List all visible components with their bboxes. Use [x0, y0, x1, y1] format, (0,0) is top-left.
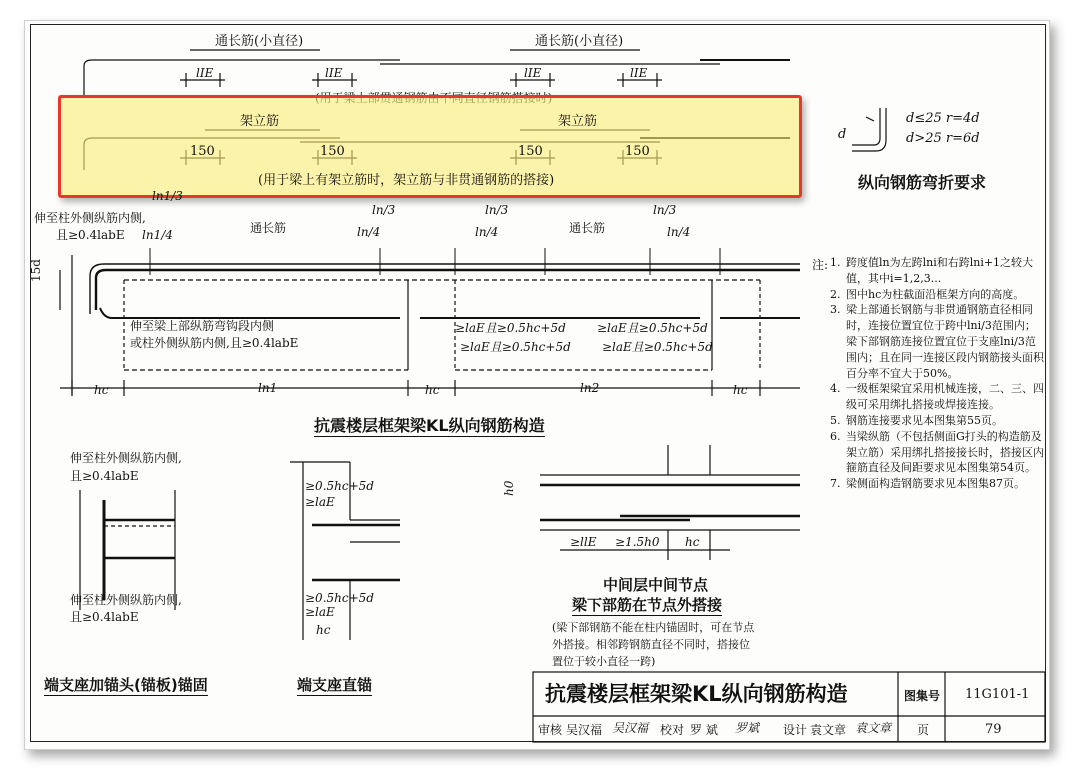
note-item: [830, 413, 1045, 429]
ln-over-3-b: ln/3: [485, 203, 509, 217]
main-diagram-title: 抗震楼层框架梁KL纵向钢筋构造: [314, 416, 545, 435]
middle-lle: ≥llE: [570, 535, 597, 549]
bend-rule-2: d>25 r=6d: [906, 131, 980, 146]
lae-top-left: ≥laE且≥0.5hc+5d: [455, 321, 566, 335]
middle-h0: h0: [502, 480, 516, 496]
note-number: 1.: [830, 256, 841, 269]
through-bar-label-left: 通长筋(小直径): [215, 34, 304, 49]
middle-node-desc-1: (梁下部钢筋不能在柱内锚固时，可在节点: [552, 621, 755, 634]
ln-over-4-a: ln/4: [357, 225, 381, 239]
anchor-plate-text-1a: 伸至柱外侧纵筋内侧,: [70, 451, 182, 465]
ln-over-3-a: ln/3: [372, 203, 396, 217]
note-number: 6.: [830, 429, 841, 443]
middle-node-title-2: 梁下部筋在节点外搭接: [572, 596, 723, 614]
erection-bar-label-left: 架立筋: [240, 114, 280, 129]
middle-node-desc-3: 置位于较小直径一跨): [552, 655, 656, 668]
note-item: [830, 287, 1045, 303]
note-number: 7.: [830, 477, 841, 491]
lap-150-4: 150: [625, 144, 650, 159]
note-text: 当梁纵筋（不包括侧面G打头的构造筋及架立筋）采用绑扎搭接接长时，搭接区内箍筋直径及间距要求见本图集第54页。: [846, 429, 1044, 475]
lap-label-4: lIE: [630, 66, 648, 80]
note-number: 2.: [830, 287, 841, 301]
anchor-plate-detail: [80, 490, 175, 610]
anchor-plate-text-2b: 且≥0.4labE: [70, 610, 139, 624]
note-item: [830, 255, 1045, 287]
lae-bottom-left: ≥laE且≥0.5hc+5d: [460, 340, 571, 354]
note-text: 图中hc为柱截面沿框架方向的高度。: [846, 287, 1025, 301]
ln2-label: ln2: [580, 381, 600, 395]
anchor-note-2: 或柱外侧纵筋内侧,且≥0.4labE: [130, 336, 299, 350]
note-number: 5.: [830, 413, 841, 427]
reviewer-signature: 吴汉福: [612, 721, 649, 735]
note-text: 一级框架梁宜采用机械连接，二、三、四级可采用绑扎搭接或焊接连接。: [846, 382, 1044, 412]
design-label: 设计: [783, 723, 808, 737]
hc-3: hc: [733, 383, 748, 397]
middle-node-desc-2: 外搭接。相邻跨钢筋直径不同时，搭接位: [552, 638, 750, 651]
lap-150-1: 150: [190, 144, 215, 159]
straight-top-1: ≥0.5hc+5d: [305, 479, 374, 493]
straight-top-2: ≥laE: [305, 495, 335, 509]
reviewer-name: 吴汉福: [566, 723, 603, 737]
extend-outside-col-1: 伸至柱外侧纵筋内侧,: [34, 211, 146, 225]
ln1-over-4: ln1/4: [142, 228, 173, 242]
straight-anchor-title: 端支座直锚: [297, 676, 373, 694]
lap-150-3: 150: [518, 144, 543, 159]
hc-1: hc: [94, 383, 109, 397]
lap-150-2: 150: [320, 144, 345, 159]
review-label: 审核: [538, 723, 563, 737]
atlas-no-label: 图集号: [904, 689, 941, 703]
note-item: [830, 429, 1045, 476]
middle-hc: hc: [685, 535, 700, 549]
erection-bar-label-right: 架立筋: [558, 114, 598, 129]
top-through-bar-lines: [84, 50, 790, 96]
note-item: [830, 302, 1045, 381]
checker-name: 罗 斌: [690, 723, 718, 737]
atlas-no: 11G101-1: [965, 687, 1030, 702]
straight-bottom-2: ≥laE: [305, 605, 335, 619]
extend-outside-col-2: 且≥0.4labE: [56, 228, 125, 242]
straight-bottom-1: ≥0.5hc+5d: [305, 591, 374, 605]
through-bar-label-right: 通长筋(小直径): [535, 34, 624, 49]
bend-rule-1: d≤25 r=4d: [906, 111, 980, 126]
anchor-plate-text-1b: 且≥0.4labE: [70, 469, 139, 483]
lae-top-right: ≥laE且≥0.5hc+5d: [597, 321, 708, 335]
ln1-label: ln1: [258, 381, 278, 395]
checker-signature: 罗斌: [735, 721, 760, 735]
notes-prefix: 注:: [812, 258, 829, 272]
note-text: 跨度值ln为左跨lni和右跨lni+1之较大值，其中i=1,2,3...: [846, 256, 1034, 285]
note-text: 梁上部通长钢筋与非贯通钢筋直径相同时，连接位置宜位于跨中lni/3范围内；梁下部钢筋连接位置宜位于支座lni/3范围内；且在同一连接区段内钢筋接头面积百分率不宜大于50%。: [846, 303, 1044, 380]
middle-1-5h0: ≥1.5h0: [615, 535, 660, 549]
note-text: 梁侧面构造钢筋要求见本图集87页。: [846, 477, 1025, 491]
bend-title: 纵向钢筋弯折要求: [858, 173, 987, 192]
ln-over-3-c: ln/3: [653, 203, 677, 217]
anchor-plate-title: 端支座加锚头(锚板)锚固: [44, 676, 208, 694]
designer-signature: 袁文章: [855, 721, 892, 735]
note-item: [830, 476, 1045, 492]
page-label: 页: [917, 723, 930, 737]
note-text: 钢筋连接要求见本图集第55页。: [846, 413, 1003, 427]
title-block-title: 抗震楼层框架梁KL纵向钢筋构造: [545, 682, 848, 706]
lap-label-2: lIE: [325, 66, 343, 80]
page-number: 79: [985, 722, 1002, 737]
notes-list: [830, 255, 1045, 492]
lap-label-3: lIE: [524, 66, 542, 80]
ln-over-4-c: ln/4: [667, 225, 691, 239]
through-bar-left: 通长筋: [250, 221, 287, 235]
bend-detail: [852, 108, 886, 151]
anchor-plate-text-2a: 伸至柱外侧纵筋内侧,: [70, 593, 182, 607]
designer-name: 袁文章: [810, 723, 847, 737]
straight-hc: hc: [316, 623, 331, 637]
anchor-note-1: 伸至梁上部纵筋弯钩段内侧: [130, 319, 275, 333]
lap-label-1: lIE: [196, 66, 214, 80]
ln-over-4-b: ln/4: [475, 225, 499, 239]
note-number: 3.: [830, 303, 841, 317]
ln1-over-3: ln1/3: [152, 189, 183, 203]
15d-label: 15d: [29, 259, 43, 282]
hc-2: hc: [425, 383, 440, 397]
check-label: 校对: [660, 723, 685, 737]
erection-bar-note: (用于梁上有架立筋时，架立筋与非贯通钢筋的搭接): [258, 173, 555, 188]
through-bar-right: 通长筋: [569, 221, 606, 235]
lae-bottom-right: ≥laE且≥0.5hc+5d: [602, 340, 713, 354]
bend-d-label: d: [838, 127, 847, 142]
note-number: 4.: [830, 382, 841, 396]
note-item: [830, 381, 1045, 413]
middle-node-title-1: 中间层中间节点: [603, 576, 709, 594]
